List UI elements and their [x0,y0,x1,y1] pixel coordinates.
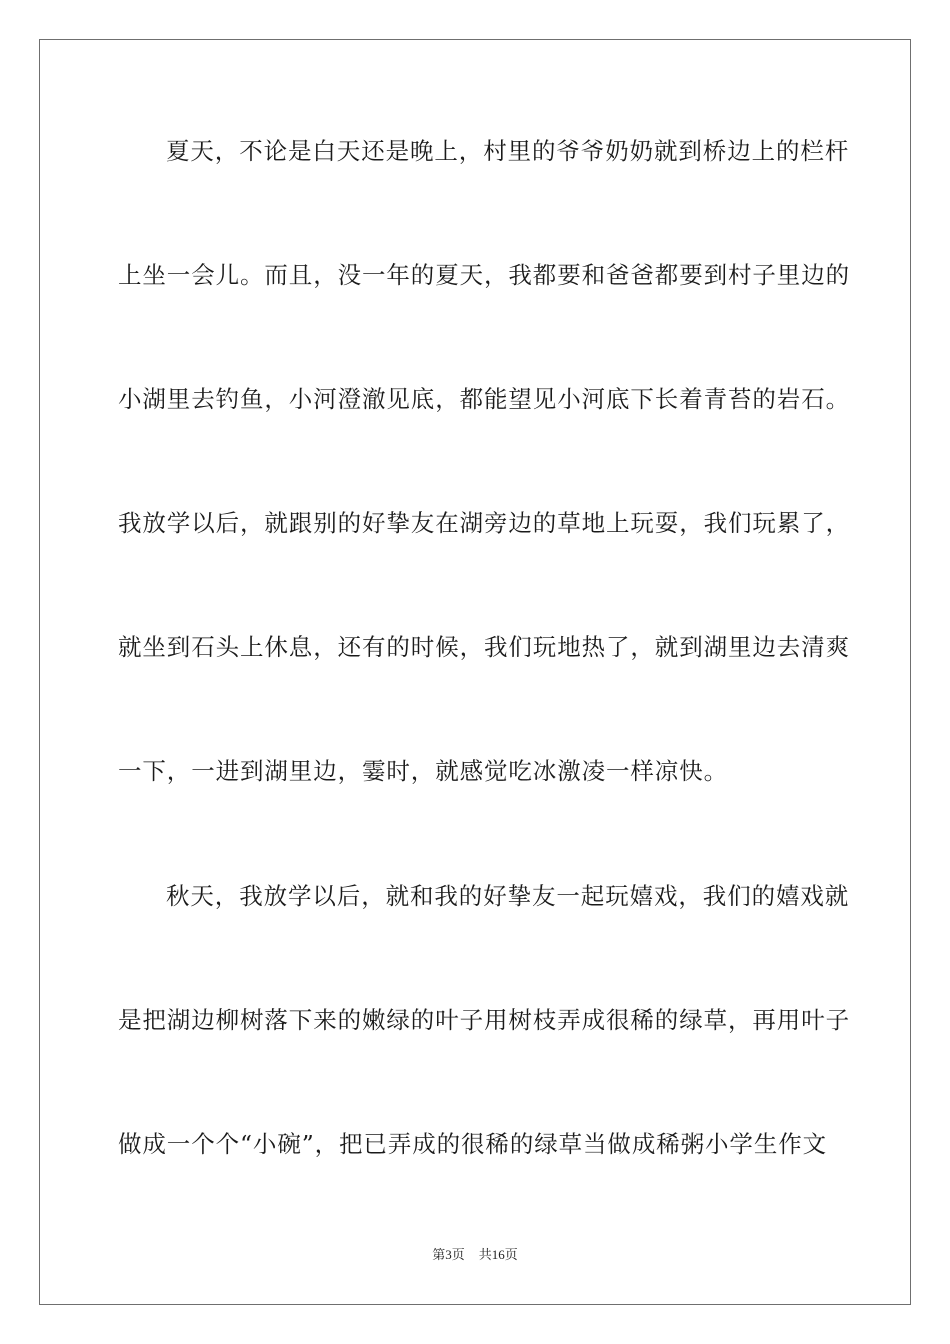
page-footer [0,1246,950,1264]
text-line-3: 小湖里去钓鱼，小河澄澈见底，都能望见小河底下长着青苔的岩石。 [118,385,850,413]
page-number: 第3页 [432,1247,465,1262]
text-line-7: 秋天，我放学以后，就和我的好挚友一起玩嬉戏，我们的嬉戏就 [166,882,850,910]
text-line-6: 一下，一进到湖里边，霎时，就感觉吃冰激凌一样凉快。 [118,757,728,785]
text-line-1: 夏天，不论是白天还是晚上，村里的爷爷奶奶就到桥边上的栏杆 [166,137,850,165]
text-line-4: 我放学以后，就跟别的好挚友在湖旁边的草地上玩耍，我们玩累了， [118,509,850,537]
text-line-5: 就坐到石头上休息，还有的时候，我们玩地热了，就到湖里边去清爽 [118,633,850,661]
text-line-8: 是把湖边柳树落下来的嫩绿的叶子用树枝弄成很稀的绿草，再用叶子 [118,1006,850,1034]
text-line-2: 上坐一会儿。而且，没一年的夏天，我都要和爸爸都要到村子里边的 [118,261,850,289]
page-total: 共16页 [478,1247,518,1262]
page-border [39,39,911,1305]
text-line-9: 做成一个个“小碗”，把已弄成的很稀的绿草当做成稀粥小学生作文 [118,1130,828,1158]
